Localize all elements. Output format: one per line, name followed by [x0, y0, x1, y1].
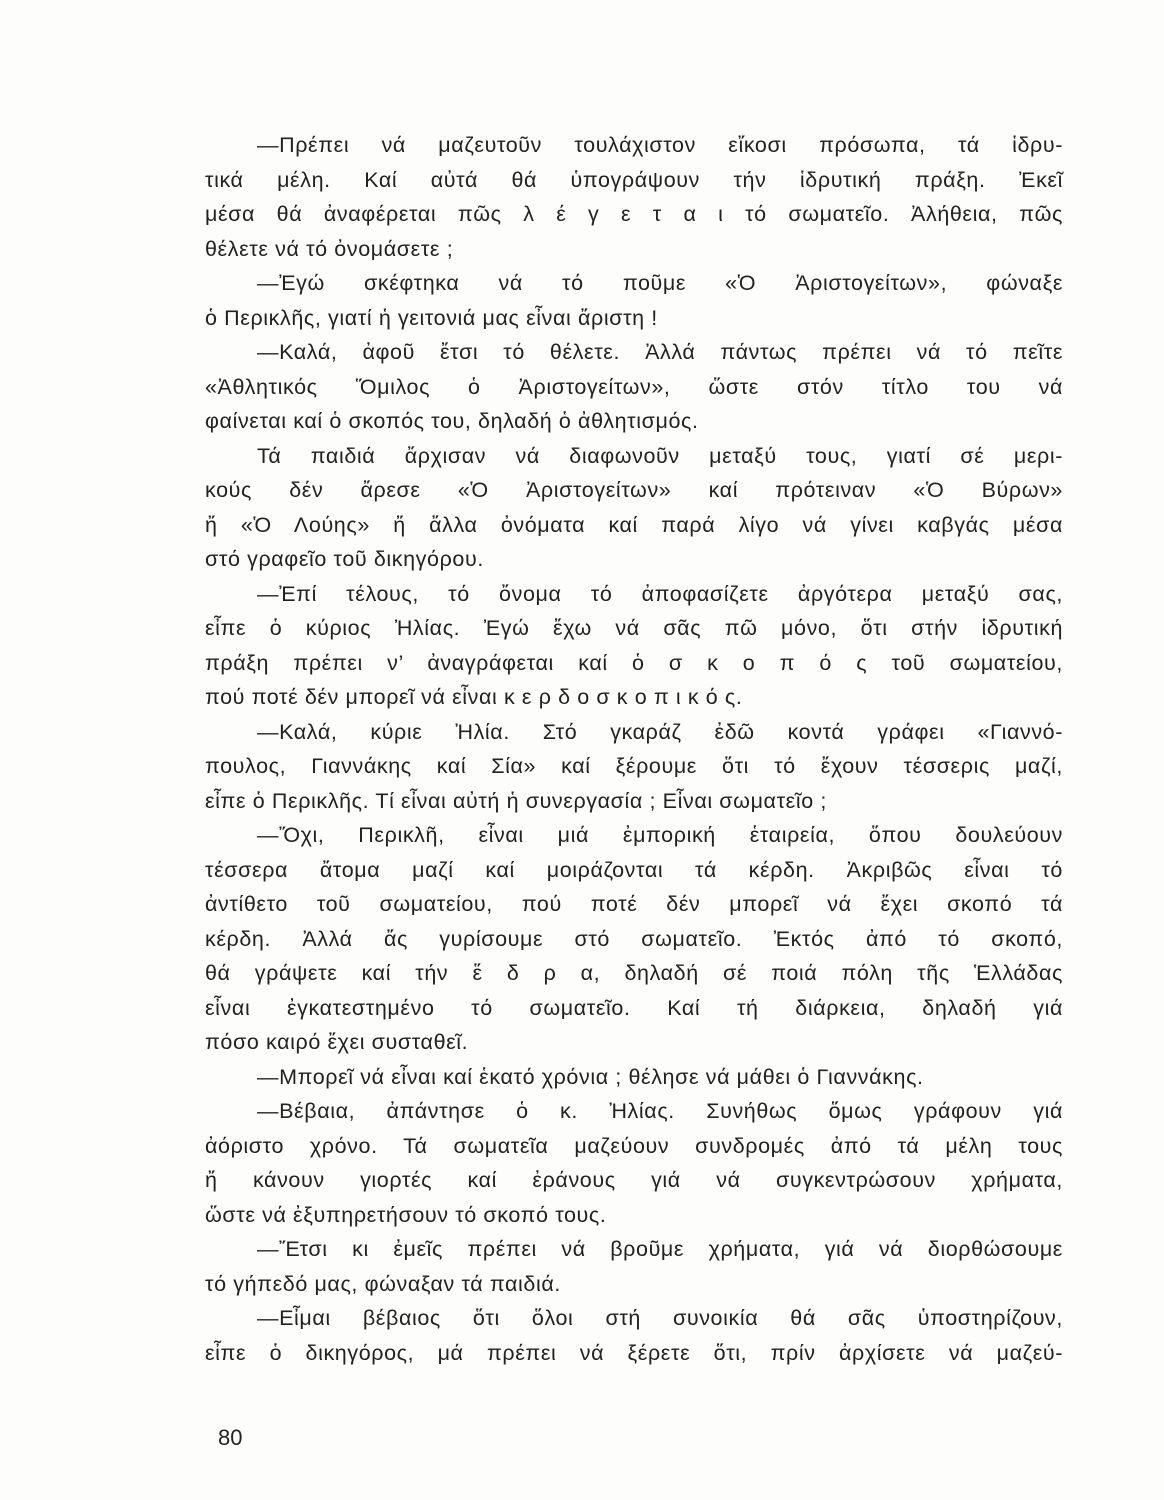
body-text [205, 128, 1063, 1370]
text-line: τέσσερα ἄτομα μαζί καί μοιράζονται τά κέρδη. Ἀκριβῶς εἶναι τό [205, 857, 1063, 882]
text-line: «Ἀθλητικός Ὅμιλος ὁ Ἀριστογείτων», ὥστε στόν τίτλο του νά [205, 374, 1063, 399]
text-line: μέσα θά ἀναφέρεται πῶς λ έ γ ε τ α ι τό σωματεῖο. Ἀλήθεια, πῶς [205, 202, 1063, 226]
text-line: κούς δέν ἄρεσε «Ὁ Ἀριστογείτων» καί πρότειναν «Ὁ Βύρων» [205, 478, 1063, 502]
text-line: —Βέβαια, ἀπάντησε ὁ κ. Ἠλίας. Συνήθως ὅμως γράφουν γιά [257, 1099, 1063, 1123]
text-line: θά γράψετε καί τήν ἕ δ ρ α, δηλαδή σέ ποιά πόλη τῆς Ἑλλάδας [205, 961, 1063, 985]
text-line: εἶναι ἐγκατεστημένο τό σωματεῖο. Καί τή διάρκεια, δηλαδή γιά [205, 995, 1063, 1020]
text-line: Τά παιδιά ἄρχισαν νά διαφωνοῦν μεταξύ τους, γιατί σέ μερι- [257, 443, 1063, 468]
page-number: 80 [218, 1425, 243, 1450]
text-line: ἀντίθετο τοῦ σωματείου, πού ποτέ δέν μπορεῖ νά ἔχει σκοπό τά [205, 892, 1063, 916]
text-line: —Εἶμαι βέβαιος ὅτι ὅλοι στή συνοικία θά σᾶς ὑποστηρίζουν, [257, 1306, 1063, 1330]
text-line: εἶπε ὁ κύριος Ἠλίας. Ἐγώ ἔχω νά σᾶς πῶ μόνο, ὅτι στήν ἱδρυτική [205, 616, 1063, 640]
text-line: εἶπε ὁ δικηγόρος, μά πρέπει νά ξέρετε ὅτι, πρίν ἀρχίσετε νά μαζεύ- [205, 1340, 1063, 1365]
text-line: στό γραφεῖο τοῦ δικηγόρου. [205, 547, 484, 571]
text-line: θέλετε νά τό ὀνομάσετε ; [205, 236, 454, 261]
text-line: πού ποτέ δέν μπορεῖ νά εἶναι κ ε ρ δ ο σ κ ο π ι κ ό ς. [205, 685, 743, 709]
text-line: ἀόριστο χρόνο. Τά σωματεῖα μαζεύουν συνδρομές ἀπό τά μέλη τους [205, 1133, 1063, 1158]
text-line: ἤ κάνουν γιορτές καί ἐράνους γιά νά συγκεντρώσουν χρήματα, [205, 1168, 1063, 1192]
text-line: φαίνεται καί ὁ σκοπός του, δηλαδή ὁ ἀθλητισμός. [205, 409, 699, 433]
text-line: —Ὄχι, Περικλῆ, εἶναι μιά ἐμπορική ἑταιρεία, ὅπου δουλεύουν [257, 823, 1063, 847]
text-line: κέρδη. Ἀλλά ἄς γυρίσουμε στό σωματεῖο. Ἐκτός ἀπό τό σκοπό, [205, 926, 1063, 951]
text-line: πουλος, Γιαννάκης καί Σία» καί ξέρουμε ὅτι τό ἔχουν τέσσερις μαζί, [205, 754, 1063, 778]
text-line: —Καλά, κύριε Ἠλία. Στό γκαράζ ἐδῶ κοντά γράφει «Γιαννό- [257, 719, 1063, 744]
text-line: ἤ «Ὁ Λούης» ἤ ἄλλα ὀνόματα καί παρά λίγο νά γίνει καβγάς μέσα [205, 512, 1063, 537]
text-line: τό γήπεδό μας, φώναξαν τά παιδιά. [205, 1271, 561, 1296]
text-line: —Ἐπί τέλους, τό ὄνομα τό ἀποφασίζετε ἀργότερα μεταξύ σας, [257, 581, 1063, 606]
text-line: εἶπε ὁ Περικλῆς. Τί εἶναι αὐτή ἡ συνεργασία ; Εἶναι σωματεῖο ; [205, 788, 827, 813]
text-line: —Μπορεῖ νά εἶναι καί ἑκατό χρόνια ; θέλησε νά μάθει ὁ Γιαννάκης. [257, 1064, 924, 1089]
text-line: ὥστε νά ἐξυπηρετήσουν τό σκοπό τους. [205, 1202, 607, 1227]
text-line: πόσο καιρό ἔχει συσταθεῖ. [205, 1030, 469, 1054]
text-line: —Ἐγώ σκέφτηκα νά τό ποῦμε «Ὁ Ἀριστογείτων», φώναξε [257, 271, 1063, 295]
text-line: —Καλά, ἀφοῦ ἔτσι τό θέλετε. Ἀλλά πάντως πρέπει νά τό πεῖτε [257, 340, 1063, 364]
text-line: πράξη πρέπει ν’ ἀναγράφεται καί ὁ σ κ ο π ό ς τοῦ σωματείου, [205, 650, 1063, 675]
text-line: ὁ Περικλῆς, γιατί ἡ γειτονιά μας εἶναι ἄριστη ! [205, 305, 658, 330]
text-line: —Πρέπει νά μαζευτοῦν τουλάχιστον εἴκοσι πρόσωπα, τά ἱδρυ- [257, 133, 1063, 157]
text-line: τικά μέλη. Καί αὐτά θά ὑπογράψουν τήν ἱδρυτική πράξη. Ἐκεῖ [205, 167, 1063, 192]
text-line: —Ἔτσι κι ἐμεῖς πρέπει νά βροῦμε χρήματα, γιά νά διορθώσουμε [257, 1237, 1063, 1261]
